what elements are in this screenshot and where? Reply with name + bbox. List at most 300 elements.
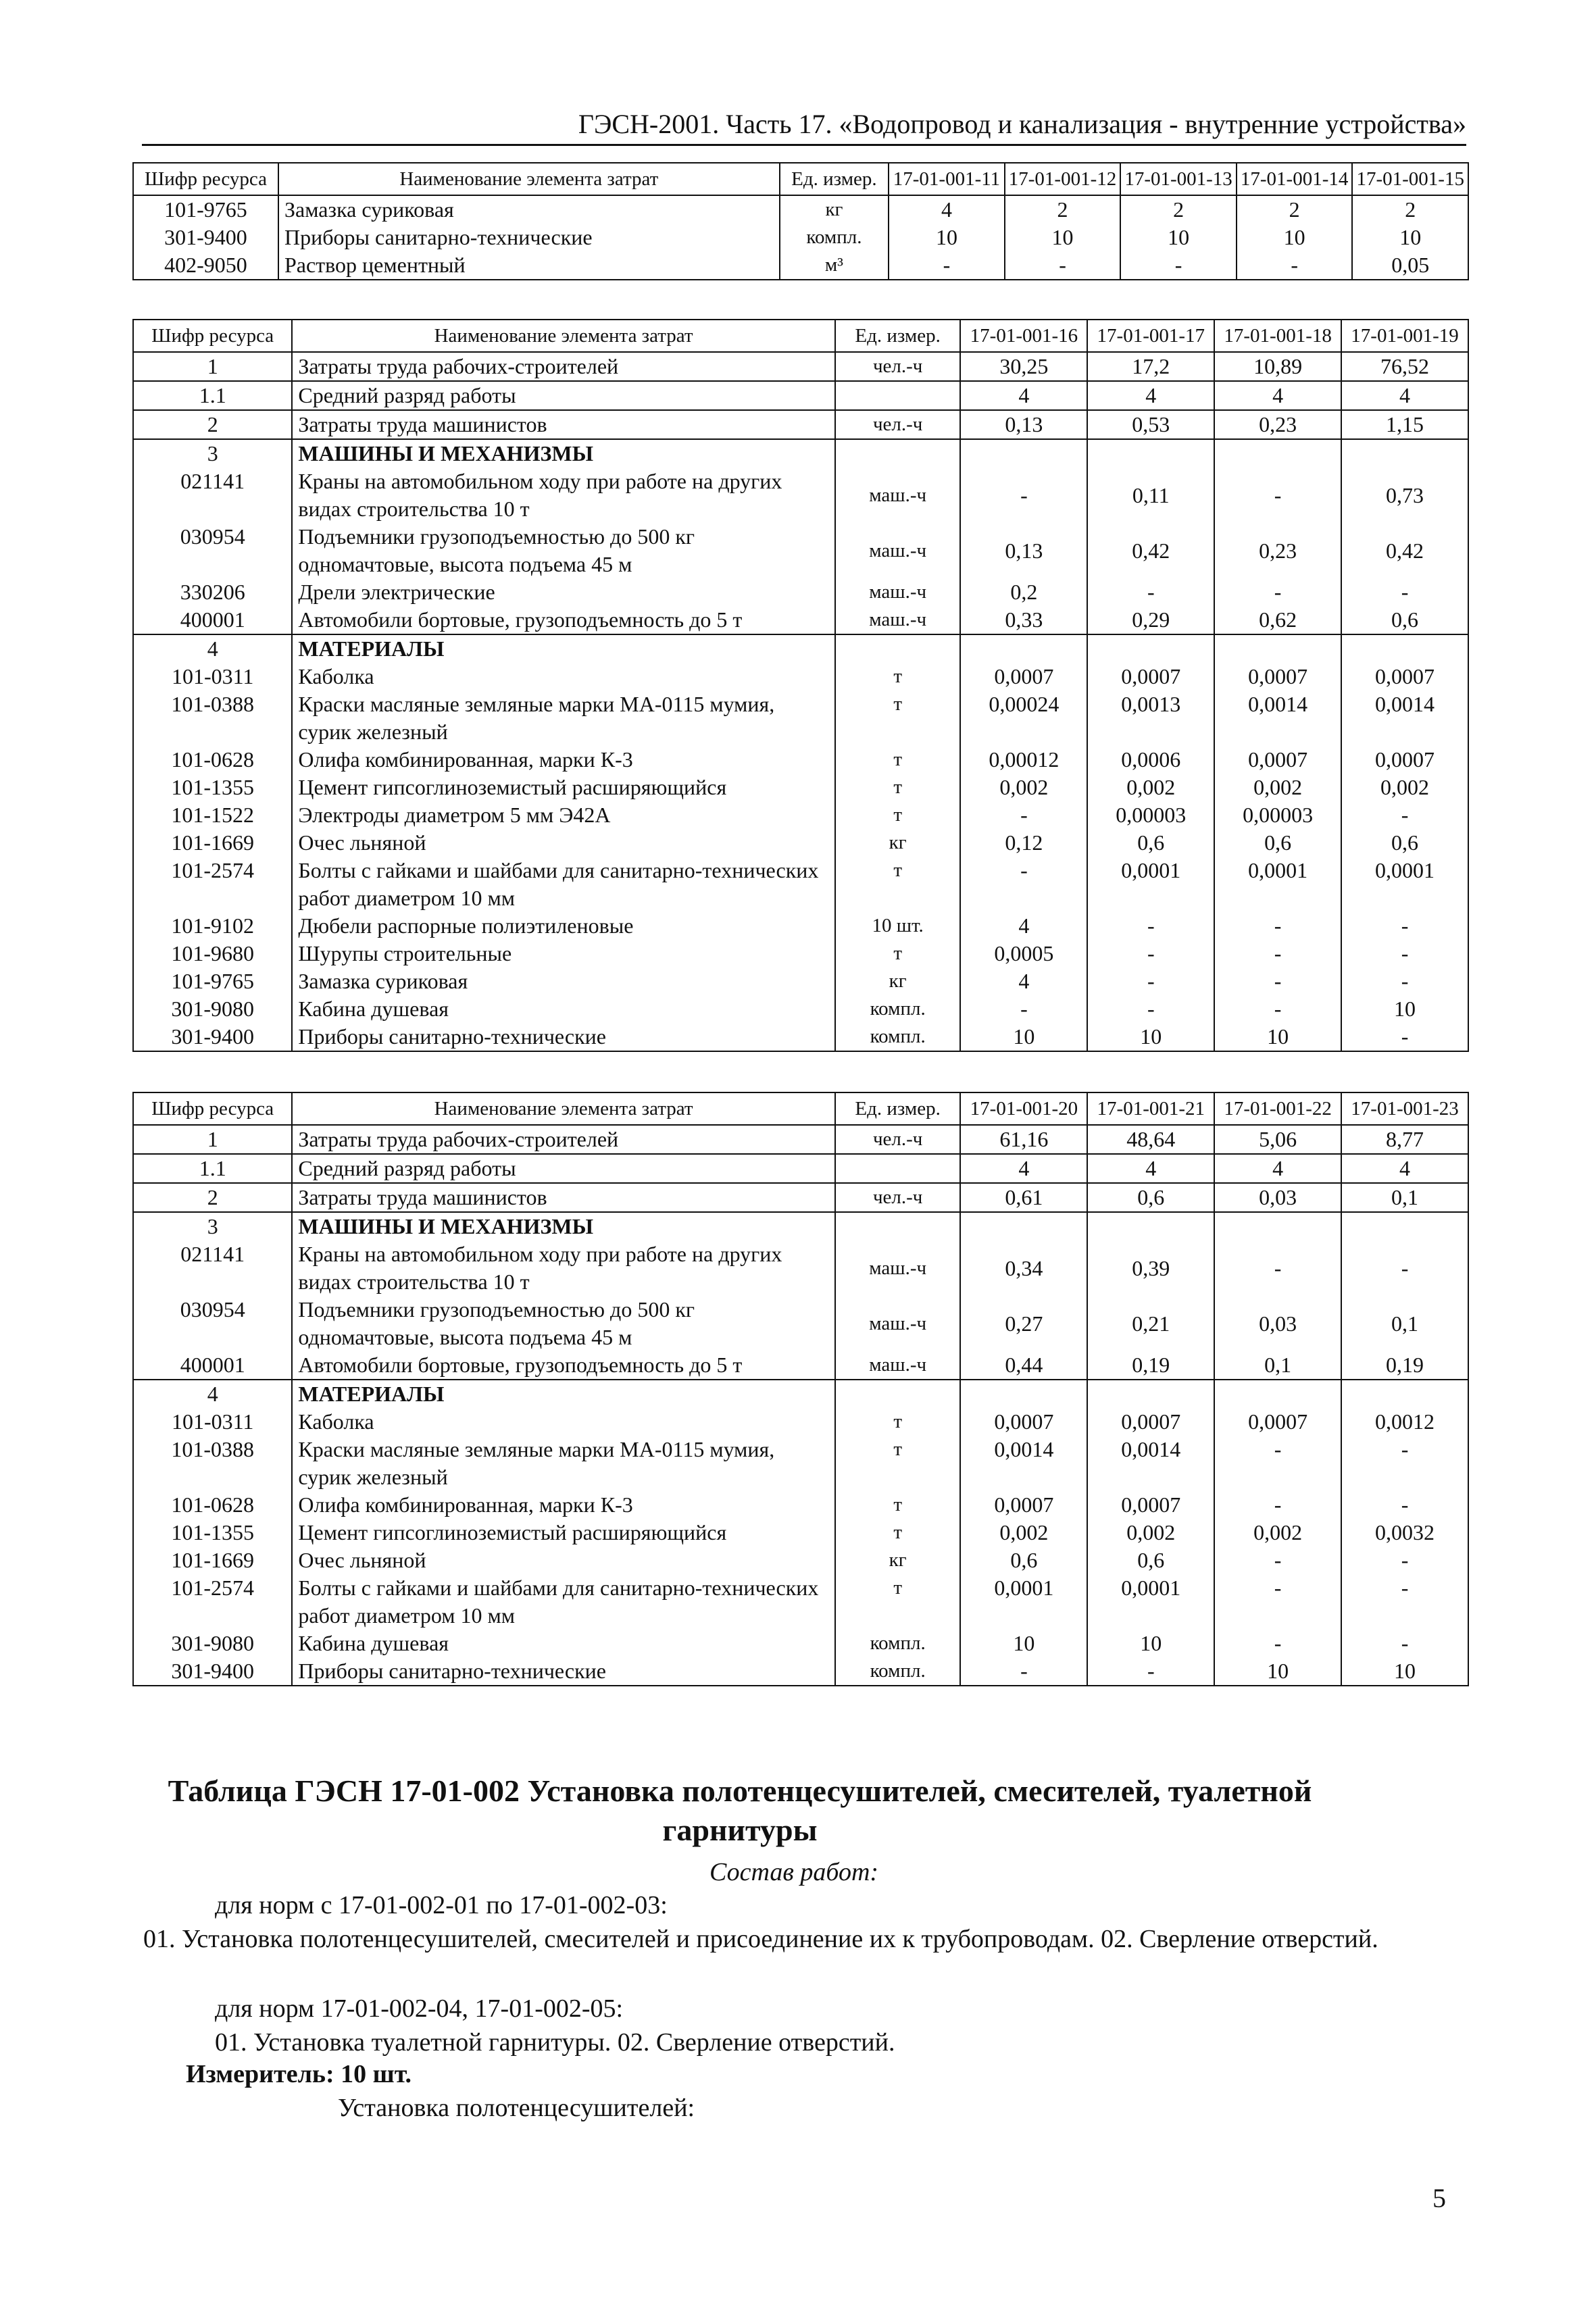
value-cell: [1087, 1380, 1214, 1408]
value-cell: -: [1087, 1657, 1214, 1686]
value-cell: -: [1341, 967, 1468, 995]
unit-cell: маш.-ч: [835, 1351, 961, 1380]
value-cell: 0,00012: [960, 746, 1087, 774]
value-cell: [1341, 1380, 1468, 1408]
header-unit: Ед. измер.: [835, 320, 961, 352]
cost-item-name: Затраты труда рабочих-строителей: [292, 1125, 834, 1154]
resource-code: 1: [133, 352, 292, 381]
value-cell: -: [1341, 1240, 1468, 1296]
cost-item-name: МАШИНЫ И МЕХАНИЗМЫ: [292, 1212, 834, 1240]
value-cell: 0,002: [1341, 774, 1468, 801]
header-norm: 17-01-001-22: [1214, 1092, 1341, 1125]
unit-cell: чел.-ч: [835, 1183, 961, 1212]
value-cell: 10: [889, 224, 1005, 251]
unit-cell: т: [835, 663, 961, 690]
table-row: [133, 774, 1468, 801]
value-cell: 10: [1214, 1023, 1341, 1051]
resource-code: 101-2574: [133, 857, 292, 912]
unit-cell: т: [835, 1574, 961, 1630]
header-norm: 17-01-001-13: [1120, 163, 1237, 195]
header-norm: 17-01-001-12: [1005, 163, 1121, 195]
value-cell: 0,0007: [960, 1408, 1087, 1436]
value-cell: -: [1214, 1491, 1341, 1519]
value-cell: 2: [1352, 195, 1468, 224]
cost-item-name: Болты с гайками и шайбами для санитарно-технических работ диаметром 10 мм: [292, 1574, 834, 1630]
unit-cell: кг: [780, 195, 889, 224]
unit-cell: компл.: [835, 995, 961, 1023]
resource-code: 030954: [133, 523, 292, 578]
table-row: [133, 1574, 1468, 1630]
unit-cell: чел.-ч: [835, 410, 961, 439]
value-cell: 4: [960, 1154, 1087, 1183]
value-cell: -: [1087, 578, 1214, 606]
resource-code: 101-0628: [133, 1491, 292, 1519]
value-cell: -: [1214, 1546, 1341, 1574]
value-cell: 0,34: [960, 1240, 1087, 1296]
value-cell: 0,0005: [960, 940, 1087, 967]
value-cell: 10: [960, 1023, 1087, 1051]
resource-code: 101-0311: [133, 1408, 292, 1436]
value-cell: 0,33: [960, 606, 1087, 634]
table-row: [133, 1240, 1468, 1296]
header-name: Наименование элемента затрат: [278, 163, 780, 195]
unit-cell: т: [835, 940, 961, 967]
table-row: [133, 381, 1468, 410]
value-cell: 0,1: [1341, 1183, 1468, 1212]
table-row: [133, 1657, 1468, 1686]
value-cell: [1214, 1212, 1341, 1240]
cost-item-name: Затраты труда рабочих-строителей: [292, 352, 834, 381]
unit-cell: т: [835, 690, 961, 746]
value-cell: 0,6: [1087, 1183, 1214, 1212]
table-header-row: [133, 320, 1468, 352]
value-cell: [960, 1380, 1087, 1408]
value-cell: 0,03: [1214, 1296, 1341, 1351]
table-row: [133, 801, 1468, 829]
unit-cell: маш.-ч: [835, 468, 961, 523]
unit-cell: т: [835, 1408, 961, 1436]
value-cell: 0,0007: [1341, 663, 1468, 690]
subsection-label: Установка полотенцесушителей:: [338, 2094, 695, 2122]
cost-item-name: Кабина душевая: [292, 1630, 834, 1657]
value-cell: 10: [1087, 1630, 1214, 1657]
cost-item-name: Краски масляные земляные марки МА-0115 мумия, сурик железный: [292, 690, 834, 746]
value-cell: -: [1341, 940, 1468, 967]
value-cell: 76,52: [1341, 352, 1468, 381]
value-cell: [960, 439, 1087, 468]
value-cell: 2: [1120, 195, 1237, 224]
table-row: [133, 195, 1468, 224]
cost-item-name: Болты с гайками и шайбами для санитарно-технических работ диаметром 10 мм: [292, 857, 834, 912]
table-row: [133, 1125, 1468, 1154]
value-cell: 4: [1087, 1154, 1214, 1183]
header-unit: Ед. измер.: [780, 163, 889, 195]
unit-cell: маш.-ч: [835, 606, 961, 634]
value-cell: 0,19: [1087, 1351, 1214, 1380]
value-cell: 5,06: [1214, 1125, 1341, 1154]
cost-item-name: Электроды диаметром 5 мм Э42А: [292, 801, 834, 829]
cost-item-name: Приборы санитарно-технические: [292, 1657, 834, 1686]
unit-cell: т: [835, 774, 961, 801]
unit-cell: 10 шт.: [835, 912, 961, 940]
value-cell: -: [1237, 251, 1353, 280]
value-cell: 0,44: [960, 1351, 1087, 1380]
header-norm: 17-01-001-19: [1341, 320, 1468, 352]
resource-code: 101-9680: [133, 940, 292, 967]
value-cell: [1341, 1212, 1468, 1240]
header-norm: 17-01-001-21: [1087, 1092, 1214, 1125]
value-cell: [960, 634, 1087, 663]
value-cell: 17,2: [1087, 352, 1214, 381]
value-cell: -: [1341, 1546, 1468, 1574]
cost-item-name: Краны на автомобильном ходу при работе на других видах строительства 10 т: [292, 1240, 834, 1296]
value-cell: 0,0007: [1214, 746, 1341, 774]
value-cell: -: [889, 251, 1005, 280]
unit-cell: кг: [835, 967, 961, 995]
value-cell: -: [1214, 1630, 1341, 1657]
value-cell: 4: [960, 381, 1087, 410]
norms-range-1: для норм с 17-01-002-01 по 17-01-002-03:: [215, 1891, 668, 1919]
cost-item-name: Каболка: [292, 663, 834, 690]
cost-item-name: Очес льняной: [292, 829, 834, 857]
running-header: ГЭСН-2001. Часть 17. «Водопровод и канализация - внутренние устройства»: [142, 108, 1466, 146]
value-cell: 0,0007: [960, 1491, 1087, 1519]
value-cell: -: [1214, 1436, 1341, 1491]
value-cell: 0,21: [1087, 1296, 1214, 1351]
value-cell: 0,0001: [1087, 1574, 1214, 1630]
value-cell: 10: [1214, 1657, 1341, 1686]
unit-cell: т: [835, 801, 961, 829]
resource-code: 3: [133, 439, 292, 468]
value-cell: 0,0013: [1087, 690, 1214, 746]
table-row: [133, 352, 1468, 381]
value-cell: 2: [1005, 195, 1121, 224]
header-code: Шифр ресурса: [133, 163, 278, 195]
table-row: [133, 829, 1468, 857]
value-cell: 0,00024: [960, 690, 1087, 746]
value-cell: 0,002: [1214, 1519, 1341, 1546]
resource-code: 101-1669: [133, 829, 292, 857]
unit-cell: компл.: [835, 1657, 961, 1686]
value-cell: [1087, 634, 1214, 663]
value-cell: 0,00003: [1087, 801, 1214, 829]
value-cell: 10: [1087, 1023, 1214, 1051]
value-cell: 0,0001: [1341, 857, 1468, 912]
resource-code: 021141: [133, 468, 292, 523]
table-row: [133, 224, 1468, 251]
norm-table-2: [132, 319, 1469, 1052]
unit-cell: маш.-ч: [835, 523, 961, 578]
value-cell: 0,002: [1214, 774, 1341, 801]
value-cell: -: [960, 857, 1087, 912]
cost-item-name: Приборы санитарно-технические: [278, 224, 780, 251]
cost-item-name: Автомобили бортовые, грузоподъемность до 5 т: [292, 1351, 834, 1380]
work-composition-label: Состав работ:: [709, 1858, 879, 1886]
value-cell: [1087, 439, 1214, 468]
value-cell: 10,89: [1214, 352, 1341, 381]
resource-code: 101-1355: [133, 1519, 292, 1546]
cost-item-name: Приборы санитарно-технические: [292, 1023, 834, 1051]
value-cell: 0,002: [960, 1519, 1087, 1546]
header-norm: 17-01-001-23: [1341, 1092, 1468, 1125]
unit-cell: кг: [835, 1546, 961, 1574]
header-norm: 17-01-001-20: [960, 1092, 1087, 1125]
table-row: [133, 1212, 1468, 1240]
value-cell: [960, 1212, 1087, 1240]
resource-code: 400001: [133, 1351, 292, 1380]
norm-table-3: [132, 1092, 1469, 1686]
value-cell: 0,0001: [960, 1574, 1087, 1630]
value-cell: 0,0006: [1087, 746, 1214, 774]
unit-cell: компл.: [780, 224, 889, 251]
value-cell: 10: [1237, 224, 1353, 251]
value-cell: 0,73: [1341, 468, 1468, 523]
table-row: [133, 1519, 1468, 1546]
table-row: [133, 523, 1468, 578]
value-cell: -: [1214, 468, 1341, 523]
unit-cell: м³: [780, 251, 889, 280]
value-cell: 4: [960, 912, 1087, 940]
value-cell: 0,0007: [1341, 746, 1468, 774]
value-cell: 1,15: [1341, 410, 1468, 439]
cost-item-name: Затраты труда машинистов: [292, 410, 834, 439]
resource-code: 101-1522: [133, 801, 292, 829]
resource-code: 101-0311: [133, 663, 292, 690]
table-row: [133, 606, 1468, 634]
unit-cell: [835, 1154, 961, 1183]
value-cell: -: [960, 801, 1087, 829]
header-norm: 17-01-001-18: [1214, 320, 1341, 352]
resource-code: 1: [133, 1125, 292, 1154]
cost-item-name: Цемент гипсоглиноземистый расширяющийся: [292, 1519, 834, 1546]
value-cell: 0,1: [1341, 1296, 1468, 1351]
value-cell: 0,0014: [1087, 1436, 1214, 1491]
resource-code: 301-9080: [133, 995, 292, 1023]
cost-item-name: Краны на автомобильном ходу при работе на других видах строительства 10 т: [292, 468, 834, 523]
cost-item-name: МАШИНЫ И МЕХАНИЗМЫ: [292, 439, 834, 468]
value-cell: -: [1341, 801, 1468, 829]
cost-item-name: Краски масляные земляные марки МА-0115 мумия, сурик железный: [292, 1436, 834, 1491]
value-cell: 0,0007: [1214, 1408, 1341, 1436]
value-cell: -: [1087, 995, 1214, 1023]
value-cell: -: [1214, 995, 1341, 1023]
value-cell: 30,25: [960, 352, 1087, 381]
header-norm: 17-01-001-16: [960, 320, 1087, 352]
value-cell: 0,2: [960, 578, 1087, 606]
table-body: [133, 195, 1468, 280]
unit-cell: т: [835, 746, 961, 774]
table-body: [133, 352, 1468, 1051]
header-name: Наименование элемента затрат: [292, 1092, 834, 1125]
value-cell: 0,0007: [1087, 1408, 1214, 1436]
section-title: Таблица ГЭСН 17-01-002 Установка полотенцесушителей, смесителей, туалетной гарнитуры: [168, 1774, 1312, 1847]
table-row: [133, 746, 1468, 774]
resource-code: 101-0388: [133, 690, 292, 746]
unit-cell: маш.-ч: [835, 1240, 961, 1296]
header-norm: 17-01-001-14: [1237, 163, 1353, 195]
unit-cell: т: [835, 1491, 961, 1519]
resource-code: 101-1355: [133, 774, 292, 801]
table-row: [133, 1023, 1468, 1051]
unit-cell: чел.-ч: [835, 1125, 961, 1154]
value-cell: -: [1341, 1436, 1468, 1491]
table-row: [133, 1154, 1468, 1183]
value-cell: 0,6: [1087, 829, 1214, 857]
cost-item-name: Средний разряд работы: [292, 381, 834, 410]
value-cell: 0,0014: [1341, 690, 1468, 746]
table-row: [133, 995, 1468, 1023]
value-cell: -: [1214, 578, 1341, 606]
cost-item-name: Шурупы строительные: [292, 940, 834, 967]
resource-code: 301-9400: [133, 1023, 292, 1051]
value-cell: [1341, 439, 1468, 468]
resource-code: 2: [133, 410, 292, 439]
resource-code: 3: [133, 1212, 292, 1240]
value-cell: -: [1087, 967, 1214, 995]
value-cell: 4: [1341, 1154, 1468, 1183]
resource-code: 400001: [133, 606, 292, 634]
value-cell: 0,13: [960, 410, 1087, 439]
cost-item-name: Кабина душевая: [292, 995, 834, 1023]
value-cell: -: [960, 1657, 1087, 1686]
value-cell: 0,42: [1341, 523, 1468, 578]
value-cell: 10: [1005, 224, 1121, 251]
table-row: [133, 1183, 1468, 1212]
measure-unit: Измеритель: 10 шт.: [186, 2060, 412, 2088]
cost-item-name: МАТЕРИАЛЫ: [292, 1380, 834, 1408]
value-cell: 0,6: [1341, 606, 1468, 634]
unit-cell: маш.-ч: [835, 1296, 961, 1351]
value-cell: 0,23: [1214, 410, 1341, 439]
value-cell: -: [1341, 1023, 1468, 1051]
value-cell: 0,6: [1087, 1546, 1214, 1574]
value-cell: 10: [1120, 224, 1237, 251]
value-cell: 0,23: [1214, 523, 1341, 578]
header-unit: Ед. измер.: [835, 1092, 961, 1125]
resource-code: 101-9765: [133, 967, 292, 995]
cost-item-name: Очес льняной: [292, 1546, 834, 1574]
header-code: Шифр ресурса: [133, 320, 292, 352]
value-cell: 10: [1341, 995, 1468, 1023]
value-cell: -: [1087, 912, 1214, 940]
value-cell: [1087, 1212, 1214, 1240]
resource-code: 101-0628: [133, 746, 292, 774]
value-cell: -: [1341, 912, 1468, 940]
value-cell: 61,16: [960, 1125, 1087, 1154]
value-cell: 0,0014: [1214, 690, 1341, 746]
value-cell: 0,03: [1214, 1183, 1341, 1212]
value-cell: 0,39: [1087, 1240, 1214, 1296]
value-cell: 2: [1237, 195, 1353, 224]
table-row: [133, 634, 1468, 663]
value-cell: 10: [1352, 224, 1468, 251]
header-norm: 17-01-001-11: [889, 163, 1005, 195]
table-row: [133, 410, 1468, 439]
cost-item-name: Дюбели распорные полиэтиленовые: [292, 912, 834, 940]
table-row: [133, 1380, 1468, 1408]
value-cell: 4: [1214, 381, 1341, 410]
value-cell: 0,6: [1341, 829, 1468, 857]
value-cell: 4: [960, 967, 1087, 995]
cost-item-name: Раствор цементный: [278, 251, 780, 280]
value-cell: 0,05: [1352, 251, 1468, 280]
value-cell: -: [1087, 940, 1214, 967]
value-cell: 4: [1341, 381, 1468, 410]
value-cell: -: [960, 468, 1087, 523]
value-cell: -: [1214, 1574, 1341, 1630]
table-row: [133, 1546, 1468, 1574]
cost-item-name: Средний разряд работы: [292, 1154, 834, 1183]
cost-item-name: Замазка суриковая: [292, 967, 834, 995]
table-row: [133, 857, 1468, 912]
value-cell: -: [1341, 578, 1468, 606]
resource-code: 4: [133, 634, 292, 663]
value-cell: 8,77: [1341, 1125, 1468, 1154]
unit-cell: [835, 634, 961, 663]
header-name: Наименование элемента затрат: [292, 320, 834, 352]
unit-cell: маш.-ч: [835, 578, 961, 606]
cost-item-name: Олифа комбинированная, марки К-3: [292, 746, 834, 774]
resource-code: 021141: [133, 1240, 292, 1296]
value-cell: 0,0001: [1214, 857, 1341, 912]
value-cell: -: [1214, 1240, 1341, 1296]
table-row: [133, 1408, 1468, 1436]
value-cell: 0,0032: [1341, 1519, 1468, 1546]
page-number: 5: [1432, 2183, 1446, 2213]
unit-cell: [835, 1380, 961, 1408]
table-row: [133, 690, 1468, 746]
value-cell: -: [1214, 967, 1341, 995]
unit-cell: [835, 381, 961, 410]
value-cell: 0,6: [1214, 829, 1341, 857]
unit-cell: компл.: [835, 1630, 961, 1657]
table-row: [133, 468, 1468, 523]
value-cell: -: [1214, 912, 1341, 940]
value-cell: 4: [1087, 381, 1214, 410]
table-row: [133, 940, 1468, 967]
work-steps-1: 01. Установка полотенцесушителей, смесителей и присоединение их к трубопроводам. 02. Сверление отверстий.: [143, 1925, 1378, 1953]
header-norm: 17-01-001-17: [1087, 320, 1214, 352]
cost-item-name: Автомобили бортовые, грузоподъемность до 5 т: [292, 606, 834, 634]
value-cell: 0,002: [1087, 1519, 1214, 1546]
table-row: [133, 251, 1468, 280]
unit-cell: [835, 1212, 961, 1240]
value-cell: 0,12: [960, 829, 1087, 857]
value-cell: 0,00003: [1214, 801, 1341, 829]
value-cell: 0,62: [1214, 606, 1341, 634]
value-cell: [1341, 634, 1468, 663]
value-cell: 4: [1214, 1154, 1341, 1183]
value-cell: 0,13: [960, 523, 1087, 578]
value-cell: -: [1341, 1574, 1468, 1630]
unit-cell: т: [835, 857, 961, 912]
value-cell: 0,0001: [1087, 857, 1214, 912]
value-cell: -: [1005, 251, 1121, 280]
work-steps-2: 01. Установка туалетной гарнитуры. 02. Сверление отверстий.: [215, 2028, 895, 2057]
value-cell: 10: [960, 1630, 1087, 1657]
norm-table-1: [132, 162, 1469, 280]
unit-cell: т: [835, 1436, 961, 1491]
value-cell: -: [960, 995, 1087, 1023]
table-body: [133, 1125, 1468, 1686]
value-cell: 10: [1341, 1657, 1468, 1686]
value-cell: 0,0007: [1214, 663, 1341, 690]
table-row: [133, 1351, 1468, 1380]
value-cell: 0,1: [1214, 1351, 1341, 1380]
table-header-row: [133, 163, 1468, 195]
norms-range-2: для норм 17-01-002-04, 17-01-002-05:: [215, 1994, 624, 2023]
cost-item-name: Подъемники грузоподъемностью до 500 кг одномачтовые, высота подъема 45 м: [292, 523, 834, 578]
